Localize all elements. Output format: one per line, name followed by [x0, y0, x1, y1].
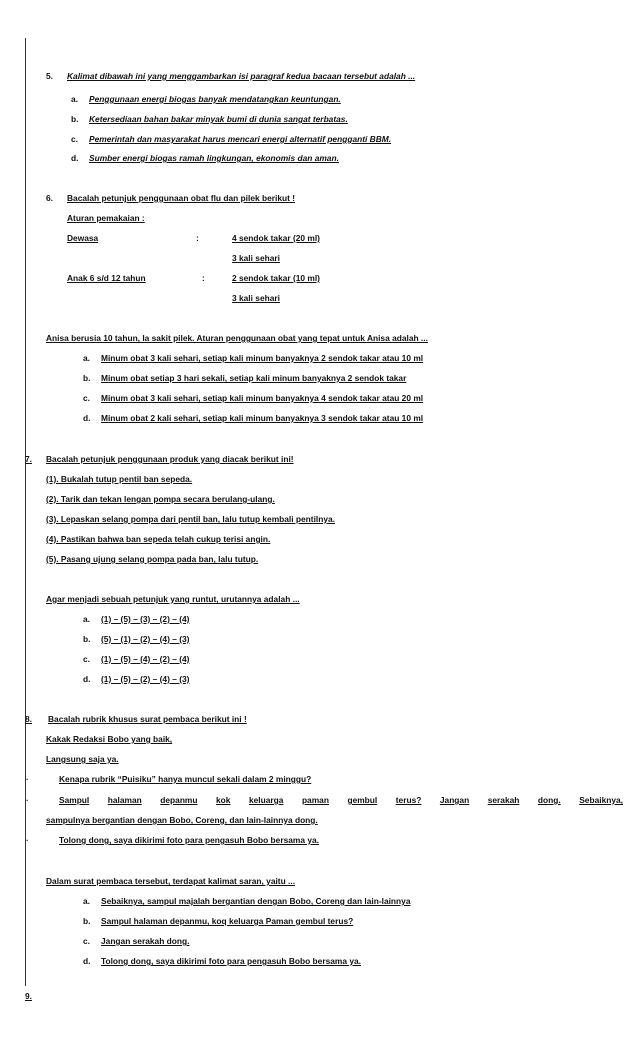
q7-number: 7.: [25, 454, 32, 464]
q8-bullet-2-word: depanmu: [160, 795, 198, 805]
q6-intro: Bacalah petunjuk penggunaan obat flu dan pilek berikut !: [67, 193, 296, 203]
q7-option-c-letter: c.: [83, 654, 90, 664]
q7-option-a-letter: a.: [83, 614, 90, 624]
q8-option-d-letter: d.: [83, 956, 91, 966]
q6-child-label: Anak 6 s/d 12 tahun: [67, 273, 146, 283]
q5-option-d-letter: d.: [71, 153, 79, 163]
q8-bullet-2-word: halaman: [107, 795, 142, 805]
q8-opening: Langsung saja ya.: [46, 754, 119, 764]
q5-option-b[interactable]: Ketersediaan bahan bakar minyak bumi di dunia sangat terbatas.: [89, 114, 348, 124]
q6-option-b-letter: b.: [83, 373, 91, 383]
q8-bullet-2-word: Jangan: [439, 795, 470, 805]
q7-step-2: (2). Tarik dan tekan lengan pompa secara berulang-ulang.: [46, 494, 275, 504]
q8-number: 8.: [25, 714, 32, 724]
q7-option-b[interactable]: (5) – (1) – (2) – (4) – (3): [101, 634, 190, 644]
q7-question: Agar menjadi sebuah petunjuk yang runtut, urutannya adalah ...: [46, 594, 300, 604]
q8-bullet-2-continuation: sampulnya bergantian dengan Bobo, Coreng, dan lain-lainnya dong.: [46, 815, 318, 825]
q8-bullet-1: Kenapa rubrik “Puisiku” hanya muncul sekali dalam 2 minggu?: [59, 774, 312, 784]
q6-child-freq: 3 kali sehari: [232, 293, 280, 303]
q8-bullet-2: [59, 795, 623, 806]
q7-option-c[interactable]: (1) – (5) – (4) – (2) – (4): [101, 654, 190, 664]
q8-option-a-letter: a.: [83, 896, 90, 906]
q5-option-d[interactable]: Sumber energi biogas ramah lingkungan, ekonomis dan aman.: [89, 153, 339, 163]
q6-child-dose: 2 sendok takar (10 ml): [232, 273, 320, 283]
q8-bullet-3-marker: ·: [26, 836, 29, 845]
q6-rules-title: Aturan pemakaian :: [67, 213, 145, 223]
q5-question: Kalimat dibawah ini yang menggambarkan isi paragraf kedua bacaan tersebut adalah ...: [67, 71, 416, 81]
q6-adult-label: Dewasa: [67, 233, 99, 243]
q7-intro: Bacalah petunjuk penggunaan produk yang diacak berikut ini!: [46, 454, 294, 464]
q6-adult-dose: 4 sendok takar (20 ml): [232, 233, 320, 243]
q6-adult-freq: 3 kali sehari: [232, 253, 280, 263]
q8-intro: Bacalah rubrik khusus surat pembaca berikut ini !: [48, 714, 247, 724]
q7-option-a[interactable]: (1) – (5) – (3) – (2) – (4): [101, 614, 190, 624]
q8-bullet-2-word: terus?: [395, 795, 422, 805]
q6-adult-colon: :: [196, 233, 199, 243]
q8-option-b[interactable]: Sampul halaman depanmu, koq keluarga Paman gembul terus?: [101, 916, 354, 926]
q7-step-4: (4). Pastikan bahwa ban sepeda telah cukup terisi angin.: [46, 534, 271, 544]
q7-option-b-letter: b.: [83, 634, 91, 644]
q7-step-3: (3). Lepaskan selang pompa dari pentil ban, lalu tutup kembali pentilnya.: [46, 514, 335, 524]
q8-greeting: Kakak Redaksi Bobo yang baik,: [46, 734, 173, 744]
q6-option-d-letter: d.: [83, 413, 91, 423]
q5-option-a-letter: a.: [71, 94, 78, 104]
q7-step-1: (1). Bukalah tutup pentil ban sepeda.: [46, 474, 193, 484]
q6-child-colon: :: [202, 273, 205, 283]
q8-question: Dalam surat pembaca tersebut, terdapat kalimat saran, yaitu ...: [46, 876, 296, 886]
q5-option-c-letter: c.: [71, 134, 78, 144]
q6-option-b[interactable]: Minum obat setiap 3 hari sekali, setiap kali minum banyaknya 2 sendok takar: [101, 373, 407, 383]
q6-option-a[interactable]: Minum obat 3 kali sehari, setiap kali minum banyaknya 2 sendok takar atau 10 ml: [101, 353, 424, 363]
q8-bullet-2-word: dong.: [537, 795, 561, 805]
q5-number: 5.: [46, 71, 53, 81]
q5-option-b-letter: b.: [71, 114, 79, 124]
q8-bullet-2-word: paman: [301, 795, 329, 805]
q5-option-c[interactable]: Pemerintah dan masyarakat harus mencari energi alternatif pengganti BBM.: [89, 134, 392, 144]
q8-bullet-2-word: Sebaiknya,: [579, 795, 623, 805]
q7-option-d-letter: d.: [83, 674, 91, 684]
q8-bullet-3: Tolong dong, saya dikirimi foto para pengasuh Bobo bersama ya.: [59, 835, 319, 845]
q8-bullet-2-marker: ·: [26, 796, 29, 805]
q8-bullet-2-word: gembul: [347, 795, 378, 805]
q8-bullet-2-word: keluarga: [248, 795, 284, 805]
q7-step-5: (5). Pasang ujung selang pompa pada ban, lalu tutup.: [46, 554, 259, 564]
q8-option-a[interactable]: Sebaiknya, sampul majalah bergantian dengan Bobo, Coreng dan lain-lainnya: [101, 896, 411, 906]
q6-number: 6.: [46, 193, 53, 203]
q6-option-c[interactable]: Minum obat 3 kali sehari, setiap kali minum banyaknya 4 sendok takar atau 20 ml: [101, 393, 424, 403]
q8-bullet-1-marker: ·: [26, 775, 29, 784]
q8-option-b-letter: b.: [83, 916, 91, 926]
q5-option-a[interactable]: Penggunaan energi biogas banyak mendatangkan keuntungan.: [89, 94, 341, 104]
q6-question: Anisa berusia 10 tahun, Ia sakit pilek. Aturan penggunaan obat yang tepat untuk Anisa adalah ...: [46, 333, 428, 343]
q8-option-c[interactable]: Jangan serakah dong.: [101, 936, 190, 946]
q6-option-c-letter: c.: [83, 393, 90, 403]
q6-option-d[interactable]: Minum obat 2 kali sehari, setiap kali minum banyaknya 3 sendok takar atau 10 ml: [101, 413, 424, 423]
q6-option-a-letter: a.: [83, 353, 90, 363]
q9-number: 9.: [25, 991, 32, 1001]
q7-option-d[interactable]: (1) – (5) – (2) – (4) – (3): [101, 674, 190, 684]
q8-bullet-2-word: serakah: [487, 795, 520, 805]
q8-bullet-2-word: Sampul: [59, 795, 90, 805]
q8-option-c-letter: c.: [83, 936, 90, 946]
q8-bullet-2-word: kok: [216, 795, 231, 805]
q8-option-d[interactable]: Tolong dong, saya dikirimi foto para pengasuh Bobo bersama ya.: [101, 956, 361, 966]
